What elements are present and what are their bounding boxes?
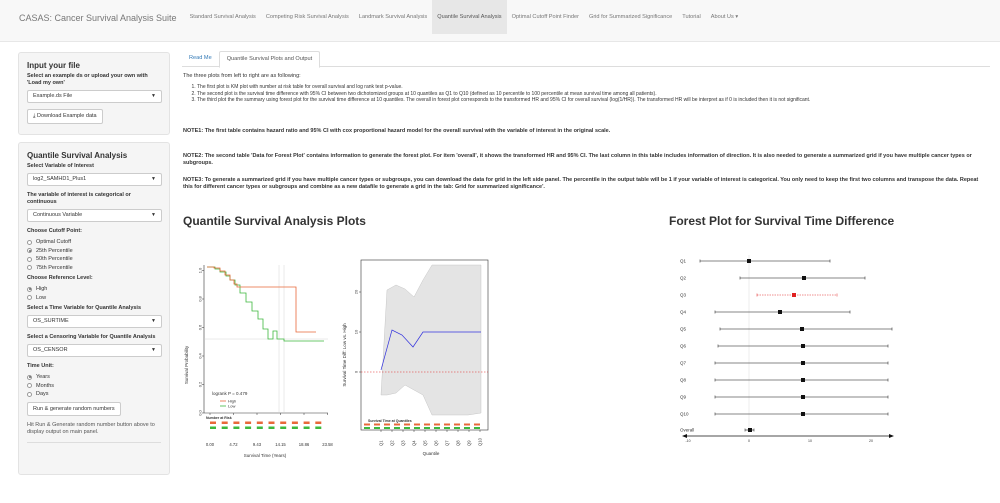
output-tabs — [182, 51, 990, 67]
radio-label: 25th Percentile — [36, 247, 73, 254]
risk-count — [210, 422, 216, 425]
risk-count — [315, 422, 321, 425]
quantile-difference-plot — [338, 255, 493, 460]
nav-item-4[interactable]: Optimal Cutoff Point Finder — [511, 14, 579, 20]
forest-row-label: Q4 — [680, 309, 687, 315]
point-estimate — [800, 327, 804, 331]
radio-option[interactable] — [27, 247, 161, 256]
x-tick-label: 18.86 — [298, 442, 310, 447]
radio-option[interactable] — [27, 255, 161, 264]
download-icon: ⤓ — [33, 113, 36, 119]
quantile-value — [434, 427, 440, 429]
quantile-value — [414, 427, 420, 429]
quantile-value — [364, 424, 370, 426]
risk-count — [280, 422, 286, 425]
caret-down-icon: ▼ — [151, 347, 156, 353]
risk-count — [269, 427, 275, 430]
quantile-value — [454, 424, 460, 426]
run-help-text: Hit Run & Generate random number button above to display output on main panel. — [27, 421, 155, 435]
radio-icon — [27, 392, 32, 397]
radio-label: Years — [36, 374, 50, 380]
radio-option[interactable] — [27, 382, 161, 391]
x-tick-label: Q9 — [466, 440, 472, 446]
caret-down-icon: ▼ — [151, 176, 156, 182]
point-estimate — [801, 395, 805, 399]
legend-high-label: High — [228, 398, 237, 404]
forest-row-label: Q10 — [680, 411, 689, 417]
forest-row-label: Q2 — [680, 275, 687, 281]
radio-option[interactable] — [27, 285, 161, 294]
x-tick-label: Q10 — [477, 438, 483, 446]
km-y-axis-label: Survival Probability — [184, 345, 189, 385]
quantile-value — [454, 427, 460, 429]
radio-option[interactable] — [27, 238, 161, 247]
variable-type-value: Continuous Variable — [33, 212, 83, 218]
x-tick-label: Q7 — [444, 440, 450, 446]
radio-icon — [27, 248, 32, 253]
quantile-value — [434, 424, 440, 426]
variable-label: Select Variable of Interest — [27, 163, 94, 169]
x-tick-label: 20 — [869, 439, 873, 443]
quantile-settings-panel — [18, 142, 170, 475]
quantile-value — [384, 427, 390, 429]
quantile-value — [474, 424, 480, 426]
point-estimate — [801, 412, 805, 416]
quantile-value — [424, 424, 430, 426]
risk-count — [222, 422, 228, 425]
x-tick-label: 23.58 — [322, 442, 333, 447]
navbar — [0, 0, 1000, 42]
download-example-button[interactable] — [27, 109, 103, 124]
censor-variable-value: OS_CENSOR — [33, 347, 68, 353]
quantile-value — [444, 424, 450, 426]
risk-count — [304, 422, 310, 425]
variable-select[interactable] — [27, 173, 162, 186]
x-tick-label: 9.43 — [252, 442, 262, 447]
nav-item-6[interactable]: Tutorial — [682, 14, 701, 20]
risk-count — [280, 427, 286, 430]
km-x-axis-label: Survival Time (Years) — [243, 453, 287, 458]
km-survival-plot — [180, 255, 335, 460]
caret-down-icon: ▼ — [151, 212, 156, 218]
reference-label: Choose Reference Level: — [27, 275, 93, 281]
radio-label: Optimal Cutoff — [36, 239, 72, 245]
variable-type-label: The variable of interest is categorical or continuous — [27, 192, 131, 205]
risk-count — [245, 422, 251, 425]
time-variable-select[interactable] — [27, 315, 162, 328]
y-tick-label: 10 — [353, 329, 359, 335]
risk-count — [210, 427, 216, 430]
confidence-band — [381, 265, 481, 415]
forest-row-label: Q3 — [680, 292, 687, 298]
risk-count — [233, 422, 239, 425]
radio-option[interactable] — [27, 390, 161, 399]
point-estimate — [801, 361, 805, 365]
radio-option[interactable] — [27, 264, 161, 273]
x-tick-label: Q2 — [389, 440, 395, 446]
radio-icon — [27, 287, 32, 292]
y-tick-label: 0.0 — [197, 410, 203, 416]
file-panel-title: Input your file — [27, 61, 80, 70]
run-button[interactable]: Run & generate random numbers — [27, 402, 121, 416]
cutoff-radio-group — [27, 238, 161, 272]
time-unit-radio-group — [27, 373, 161, 399]
cutoff-label: Choose Cutoff Point: — [27, 228, 82, 234]
legend-low-label: Low — [228, 403, 236, 409]
reference-radio-group — [27, 285, 161, 302]
forest-row-label: Q1 — [680, 258, 687, 264]
forest-plot — [670, 250, 910, 450]
variable-type-select[interactable] — [27, 209, 162, 222]
right-arrow-icon — [889, 434, 894, 438]
radio-label: 50th Percentile — [36, 256, 73, 262]
y-tick-label: 20 — [353, 289, 359, 295]
y-tick-label: 1.0 — [197, 267, 203, 274]
radio-label: Days — [36, 391, 49, 397]
y-tick-label: 0.8 — [197, 296, 203, 302]
quantile-value — [374, 427, 380, 429]
radio-icon — [27, 240, 32, 245]
example-select-label: Select an example ds or upload your own with 'Load my own' — [27, 73, 148, 86]
quantile-value — [464, 424, 470, 426]
radio-label: Months — [36, 382, 55, 389]
x-tick-label: Q3 — [400, 440, 406, 446]
quantile-value — [444, 427, 450, 429]
note-3: NOTE3: To generate a summarized grid if you have multiple cancer types or subgroups, you can download the data for grid in the left side panel. The percentile in the output table will be 1 if your variable of interest is categorical. You only need to keep the first two columns and transpose the data. Repeat this for different cancer types or subgroups and combine as a new datafile to generate a grid in the tab: Grid for summarized significance'. — [183, 177, 979, 190]
risk-count — [222, 427, 228, 430]
x-tick-label: 4.72 — [229, 442, 238, 447]
point-estimate — [802, 276, 806, 280]
quantile-x-axis-label: Quantile — [422, 451, 440, 456]
x-tick-label: Q8 — [455, 440, 461, 446]
quantile-value — [474, 427, 480, 429]
time-unit-label: Time Unit: — [27, 363, 54, 369]
time-variable-label: Select a Time Variable for Quantile Analysis — [27, 305, 142, 311]
quantile-value — [364, 427, 370, 429]
radio-icon — [27, 383, 32, 388]
x-tick-label: -10 — [685, 439, 691, 443]
risk-count — [304, 427, 310, 430]
analysis-panel-title: Quantile Survival Analysis — [27, 151, 128, 160]
quantile-table-title: Survival Time at Quantiles — [368, 419, 412, 423]
nav-item-7[interactable]: About Us ▾ — [710, 14, 739, 20]
forest-row-label: Q9 — [680, 394, 687, 400]
point-estimate — [747, 259, 751, 263]
forest-row-label: Overall — [680, 427, 695, 433]
note-1: NOTE1: The first table contains hazard ratio and 95% CI with cox proportional hazard model for the overall survival with the variable of interest in the original scale. — [183, 128, 611, 134]
x-tick-label: Q1 — [378, 440, 384, 446]
x-tick-label: 0.00 — [205, 442, 215, 447]
x-tick-label: Q6 — [433, 440, 439, 446]
variable-select-value: log2_SAMHD1_Plus1 — [33, 176, 87, 182]
quantile-value — [384, 424, 390, 426]
nav-item-3[interactable]: Quantile Survival Analysis — [432, 0, 506, 34]
list-item: 1. The first plot is KM plot with number at risk table for overall survival and log rank test p-value. — [197, 84, 988, 91]
quantile-value — [414, 424, 420, 426]
risk-count — [233, 427, 239, 430]
risk-count — [292, 422, 298, 425]
radio-option[interactable] — [27, 294, 161, 303]
quantile-value — [404, 424, 410, 426]
radio-icon — [27, 375, 32, 380]
tab-0[interactable]: Read Me — [189, 55, 212, 61]
nav-item-1[interactable]: Competing Risk Survival Analysis — [265, 14, 349, 20]
risk-count — [257, 422, 263, 425]
radio-icon — [27, 257, 32, 262]
time-variable-value: OS_SURTIME — [33, 318, 69, 324]
quantile-value — [394, 427, 400, 429]
quantile-value — [464, 427, 470, 429]
y-tick-label: 0 — [353, 370, 359, 374]
example-file-select[interactable] — [27, 90, 162, 103]
divider — [27, 442, 161, 443]
radio-option[interactable] — [27, 373, 161, 382]
radio-label: Low — [36, 294, 47, 301]
plot-description-list — [197, 84, 988, 104]
risk-count — [315, 427, 321, 430]
quantile-y-axis-label: Survival Time Diff: Low vs. High — [342, 323, 347, 387]
x-tick-label: Q4 — [411, 440, 417, 446]
nav-menu — [185, 0, 744, 34]
point-estimate — [778, 310, 782, 314]
radio-label: High — [36, 286, 48, 292]
forest-row-label: Q8 — [680, 377, 687, 383]
censor-variable-select[interactable] — [27, 344, 162, 357]
nav-item-2[interactable]: Landmark Survival Analysis — [358, 14, 428, 20]
list-item: 3. The third plot the the summary using forest plot for the survival time difference at 10 quantiles. The overall in forest plot corresponds to the transformed HR and 95% CI for overall survival (log(1/HR)). The transformed HR will be interpret as if 0 is included then it is not significant. — [197, 97, 988, 104]
point-estimate — [801, 378, 805, 382]
km-low-curve — [207, 267, 324, 341]
quantile-value — [394, 424, 400, 426]
risk-count — [257, 427, 263, 430]
censor-variable-label: Select a Censoring Variable for Quantile Analysis — [27, 334, 156, 340]
forest-row-label: Q6 — [680, 343, 687, 349]
forest-heading: Forest Plot for Survival Time Difference — [669, 214, 895, 228]
y-tick-label: 0.4 — [197, 353, 203, 359]
file-input-panel — [18, 52, 170, 135]
quantile-value — [424, 427, 430, 429]
left-arrow-icon — [682, 434, 687, 438]
x-tick-label: 0 — [748, 439, 750, 443]
km-pvalue: logrank P = 0.479 — [212, 391, 248, 396]
point-estimate — [792, 293, 796, 297]
y-tick-label: 0.6 — [197, 324, 203, 331]
intro-text: The three plots from left to right are as following: — [183, 73, 301, 79]
risk-count — [269, 422, 275, 425]
risk-count — [292, 427, 298, 430]
forest-row-label: Q7 — [680, 360, 687, 366]
nav-item-0[interactable]: Standard Survival Analysis — [189, 14, 256, 20]
caret-down-icon: ▼ — [151, 318, 156, 324]
x-tick-label: 10 — [808, 439, 812, 443]
forest-row-label: Q5 — [680, 326, 687, 332]
radio-icon — [27, 295, 32, 300]
note-2: NOTE2: The second table 'Data for Forest Plot' contains information to generate the forest plot. For item 'overall', it shows the transformed HR and 95% CI. The last column in this table includes information of direction. It is also needed to generate a summarized grid if you have multiple cancer types or subgroups. — [183, 153, 972, 166]
plots-heading: Quantile Survival Analysis Plots — [183, 214, 366, 228]
km-high-curve — [207, 267, 316, 332]
x-tick-label: 14.15 — [275, 442, 286, 447]
caret-down-icon: ▼ — [151, 93, 156, 99]
quantile-value — [374, 424, 380, 426]
app-brand[interactable]: CASAS: Cancer Survival Analysis Suite — [19, 13, 177, 23]
quantile-value — [404, 427, 410, 429]
example-file-select-value: Example.ds File — [33, 93, 73, 99]
tab-1[interactable]: Quantile Survival Plots and Output — [219, 51, 321, 68]
radio-icon — [27, 265, 32, 270]
readme-content — [183, 73, 988, 104]
download-example-label: Download Example data — [36, 113, 97, 119]
y-tick-label: 0.2 — [197, 381, 203, 388]
nav-item-5[interactable]: Grid for Summarized Significance — [588, 14, 673, 20]
risk-table-title: Number at Risk — [206, 416, 232, 420]
risk-count — [245, 427, 251, 430]
list-item: 2. The second plot is the survival time difference with 95% CI between two dichotomized groups at 10 quantiles as Q1 to Q10 (defined as 10 percentile to 100 percentile at mean survival time among all patients). — [197, 91, 988, 98]
x-tick-label: Q5 — [422, 440, 428, 446]
point-estimate — [801, 344, 805, 348]
point-estimate — [748, 428, 752, 432]
radio-label: 75th Percentile — [36, 264, 73, 271]
